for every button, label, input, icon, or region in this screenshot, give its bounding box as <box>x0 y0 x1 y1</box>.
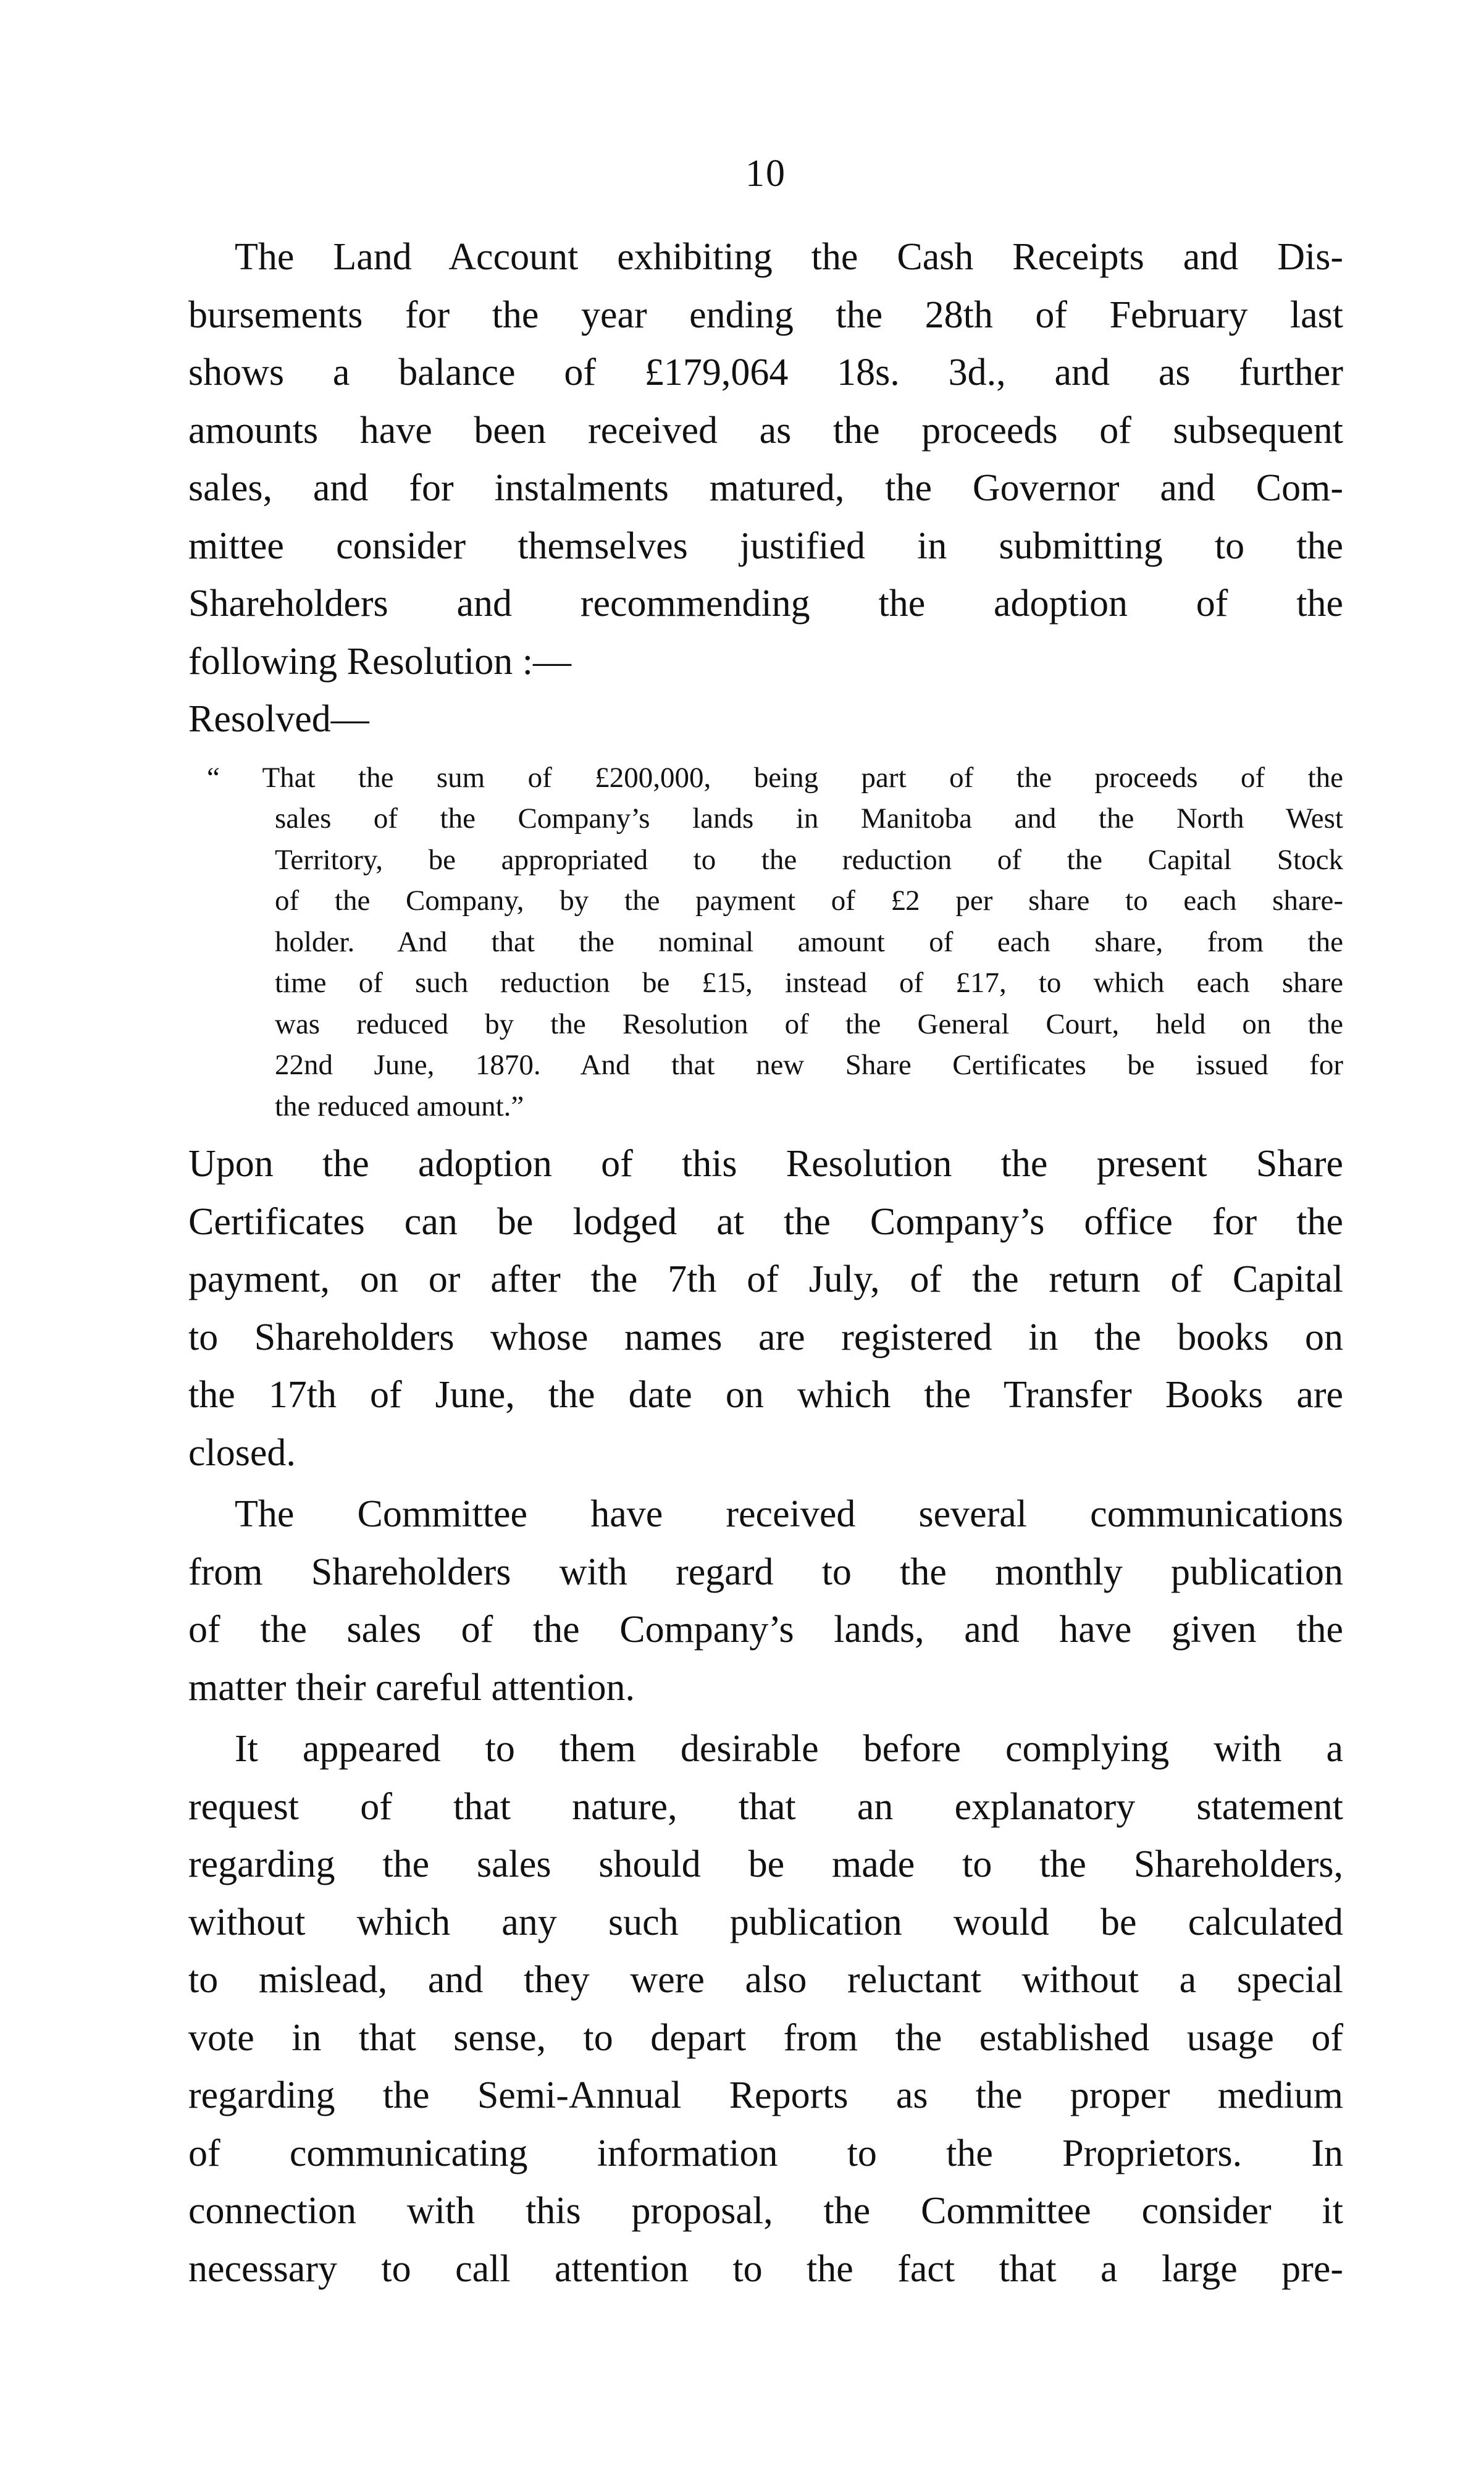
text-line: without which any such publication would be calculated <box>188 1901 1343 1943</box>
text-line: bursements for the year ending the 28th of February last <box>188 293 1343 336</box>
resolved-label: Resolved— <box>188 698 369 740</box>
text-line: shows a balance of £179,064 18s. 3d., and as further <box>188 351 1343 393</box>
quote-line: sales of the Company’s lands in Manitoba and the North West <box>275 802 1343 835</box>
text-line: necessary to call attention to the fact that a large pre- <box>188 2247 1343 2290</box>
text-line: The Committee have received several communications <box>235 1493 1343 1535</box>
quote-line: Territory, be appropriated to the reduction of the Capital Stock <box>275 843 1343 876</box>
text-line: It appeared to them desirable before complying with a <box>235 1728 1343 1770</box>
text-line: payment, on or after the 7th of July, of the return of Capital <box>188 1258 1343 1300</box>
document-page <box>188 154 1343 2298</box>
text-line: Upon the adoption of this Resolution the present Share <box>188 1143 1343 1185</box>
paragraph-communications <box>188 1486 1343 1717</box>
text-line: mittee consider themselves justified in submitting to the <box>188 524 1343 567</box>
text-line: to Shareholders whose names are registered in the books on <box>188 1316 1343 1358</box>
text-line: of communicating information to the Proprietors. In <box>188 2132 1343 2174</box>
quote-line: 22nd June, 1870. And that new Share Certificates be issued for <box>275 1049 1343 1081</box>
text-line: the 17th of June, the date on which the Transfer Books are <box>188 1374 1343 1416</box>
text-line: The Land Account exhibiting the Cash Receipts and Dis- <box>235 236 1343 278</box>
text-line: matter their careful attention. <box>188 1666 635 1709</box>
text-line: to mislead, and they were also reluctant without a special <box>188 1959 1343 2001</box>
text-line: regarding the Semi-Annual Reports as the proper medium <box>188 2074 1343 2116</box>
quote-line: “ That the sum of £200,000, being part of the proceeds of the <box>207 761 1343 794</box>
text-line: Certificates can be lodged at the Company’s office for the <box>188 1200 1343 1243</box>
text-line: Shareholders and recommending the adoption of the <box>188 583 1343 625</box>
quote-line: the reduced amount.” <box>275 1090 524 1122</box>
text-line: connection with this proposal, the Committee consider it <box>188 2190 1343 2232</box>
text-line: of the sales of the Company’s lands, and have given the <box>188 1609 1343 1651</box>
paragraph-share-certificates <box>188 1135 1343 1482</box>
text-line: vote in that sense, to depart from the established usage of <box>188 2016 1343 2059</box>
paragraph-explanatory-statement <box>188 1720 1343 2298</box>
text-line: regarding the sales should be made to the Shareholders, <box>188 1843 1343 1885</box>
text-line: from Shareholders with regard to the monthly publication <box>188 1551 1343 1593</box>
quote-line: was reduced by the Resolution of the General Court, held on the <box>275 1008 1343 1040</box>
quote-line: time of such reduction be £15, instead of £17, to which each share <box>275 967 1343 999</box>
text-line: following Resolution :— <box>188 640 571 683</box>
text-line: sales, and for instalments matured, the Governor and Com- <box>188 467 1343 509</box>
page-number: 10 <box>745 153 786 195</box>
quote-line: holder. And that the nominal amount of each share, from the <box>275 925 1343 958</box>
text-line: amounts have been received as the proceeds of subsequent <box>188 409 1343 452</box>
resolution-quote <box>207 757 1343 1127</box>
quote-line: of the Company, by the payment of £2 per share to each share- <box>275 885 1343 917</box>
text-line: closed. <box>188 1431 296 1474</box>
text-line: request of that nature, that an explanatory statement <box>188 1785 1343 1828</box>
paragraph-land-account <box>188 229 1343 691</box>
